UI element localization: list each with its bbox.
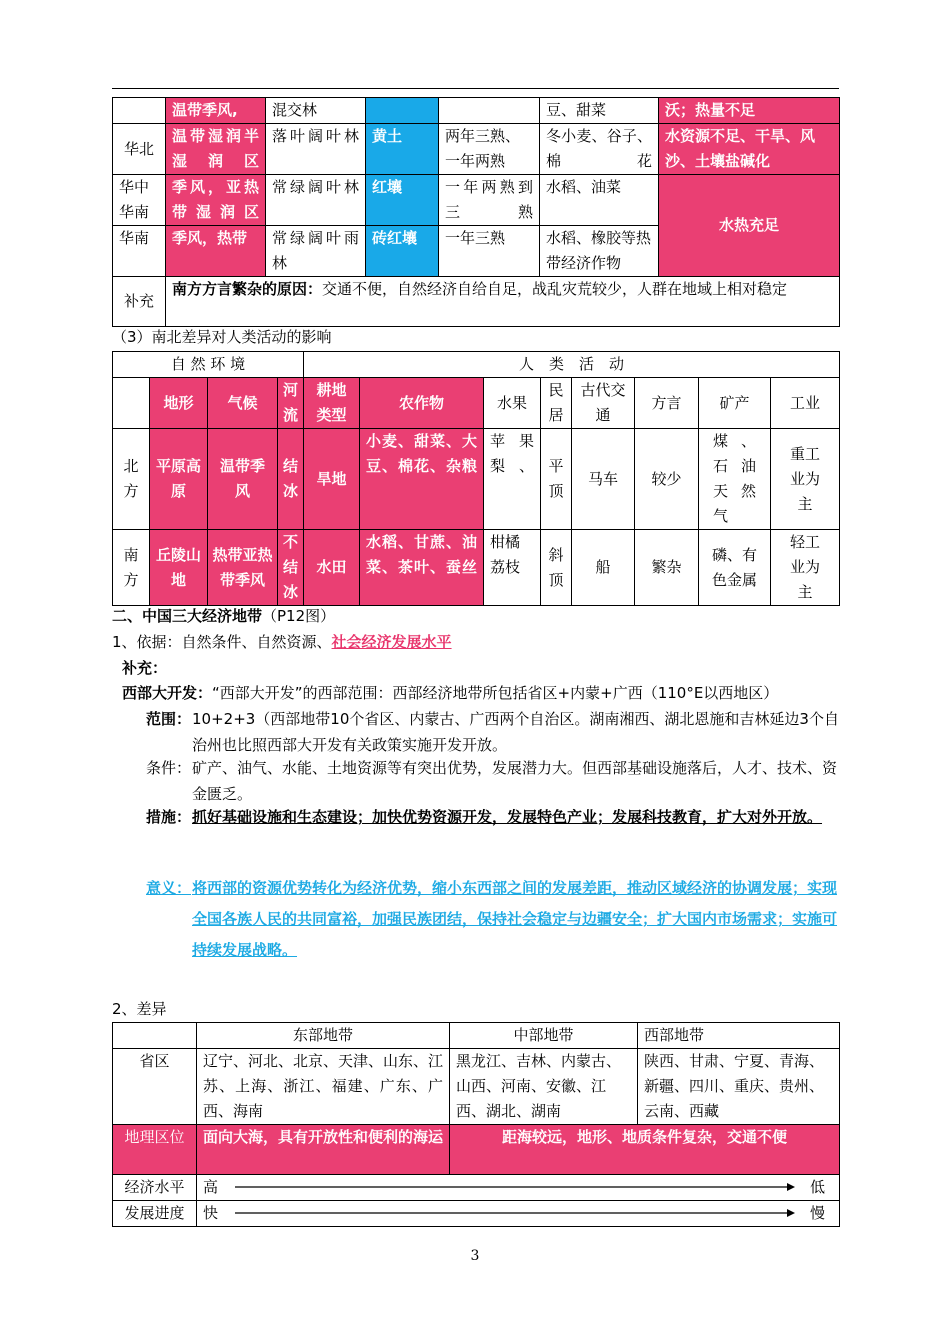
cell-soil: 红壤	[366, 175, 439, 226]
header-rule	[112, 88, 839, 89]
supplement-title: 南方方言繁杂的原因：	[172, 280, 323, 298]
cell	[113, 378, 150, 429]
meaning-block	[146, 873, 840, 966]
south-dialect: 繁杂	[635, 530, 699, 606]
econ-label: 经济水平	[113, 1175, 197, 1201]
measure-label: 措施：	[146, 808, 192, 826]
west-label: 西部大开发：	[122, 684, 213, 702]
condition-label: 条件：	[146, 759, 192, 777]
human-header: 人 类 活 动	[304, 352, 840, 378]
condition-block	[146, 755, 840, 807]
south-housing: 斜顶	[541, 530, 572, 606]
econ-low: 低	[809, 1178, 825, 1196]
cell	[113, 98, 166, 124]
diff-heading: 2、差异	[112, 1000, 167, 1018]
col-east: 东部地带	[197, 1023, 450, 1049]
north-land: 旱地	[304, 429, 360, 530]
cell-crops: 冬小麦、谷子、棉花	[540, 124, 659, 175]
south-river: 不结冰	[278, 530, 304, 606]
dev-slow: 慢	[809, 1204, 825, 1222]
north-housing: 平顶	[541, 429, 572, 530]
cell-farming	[439, 98, 540, 124]
cell-vegetation: 混交林	[266, 98, 366, 124]
col-central: 中部地带	[450, 1023, 638, 1049]
col-river: 河流	[278, 378, 304, 429]
south-transport: 船	[572, 530, 635, 606]
col-terrain: 地形	[150, 378, 208, 429]
econ-arrow-row	[203, 1175, 833, 1200]
cell-supplement-label: 补充	[113, 277, 166, 327]
econ-high: 高	[203, 1178, 219, 1196]
scope-block	[146, 706, 840, 758]
cell-supplement	[166, 277, 840, 327]
dev-fast: 快	[203, 1204, 219, 1222]
north-crops: 小麦、甜菜、大豆、棉花、杂粮	[360, 429, 484, 530]
scope-label: 范围：	[146, 710, 192, 728]
north-terrain: 平原高原	[150, 429, 208, 530]
col-dialect: 方言	[635, 378, 699, 429]
cell-crops: 豆、甜菜	[540, 98, 659, 124]
col-west: 西部地带	[638, 1023, 840, 1049]
cell-vegetation: 常绿阔叶林	[266, 175, 366, 226]
basis-prefix: 1、依据：自然条件、自然资源、	[112, 633, 332, 651]
page-number: 3	[470, 1248, 480, 1264]
cell-farming: 两年三熟、一年两熟	[439, 124, 540, 175]
section2-title-ref: （P12图）	[262, 607, 336, 625]
row-north-label: 北方	[113, 429, 150, 530]
north-dialect: 较少	[635, 429, 699, 530]
measure-text: 抓好基础设施和生态建设；加快优势资源开发，发展特色产业；发展科技教育，扩大对外开放。	[192, 808, 823, 826]
south-land: 水田	[304, 530, 360, 606]
col-industry: 工业	[771, 378, 840, 429]
measure-block	[146, 804, 840, 830]
west-provinces: 陕西、甘肃、宁夏、青海、新疆、四川、重庆、贵州、云南、西藏	[638, 1049, 840, 1125]
loc-label: 地理区位	[113, 1125, 197, 1175]
basis-line	[112, 630, 452, 654]
col-land: 耕地类型	[304, 378, 360, 429]
west-line	[122, 681, 778, 705]
cell-climate: 季风，热带	[166, 226, 266, 277]
cell-crops: 水稻、橡胶等热带经济作物	[540, 226, 659, 277]
other-location: 距海较远，地形、地质条件复杂，交通不便	[450, 1125, 840, 1175]
cell-vegetation: 常绿阔叶雨林	[266, 226, 366, 277]
cell-feature: 水热充足	[659, 175, 840, 277]
cell-crops: 水稻、油菜	[540, 175, 659, 226]
meaning-label: 意义：	[146, 879, 192, 897]
basis-highlight: 社会经济发展水平	[331, 633, 452, 651]
section3-heading: （3）南北差异对人类活动的影响	[112, 328, 332, 346]
econ-arrow	[235, 1181, 795, 1193]
south-fruit: 柑橘荔枝	[484, 530, 541, 606]
col-transport: 古代交通	[572, 378, 635, 429]
east-provinces: 辽宁、河北、北京、天津、山东、江苏、上海、浙江、福建、广东、广西、海南	[197, 1049, 450, 1125]
cell	[113, 1023, 197, 1049]
south-industry: 轻工业为主	[771, 530, 840, 606]
west-text: “西部大开发”的西部范围：西部经济地带所包括省区+内蒙+广西（110°E以西地区）	[212, 684, 779, 702]
supplement-label: 补充：	[122, 659, 168, 677]
meaning-text: 将西部的资源优势转化为经济优势，缩小东西部之间的发展差距，推动区域经济的协调发展；实现全国各族人民的共同富裕，加强民族团结，保持社会稳定与边疆安全；扩大国内市场需求；实施可持续发展战略。	[192, 879, 838, 959]
col-minerals: 矿产	[699, 378, 771, 429]
cell-farming: 一年两熟到三熟	[439, 175, 540, 226]
cell-soil: 砖红壤	[366, 226, 439, 277]
cell-climate: 温带湿润半湿润区	[166, 124, 266, 175]
north-river: 结冰	[278, 429, 304, 530]
east-location: 面向大海，具有开放性和便利的海运	[197, 1125, 450, 1175]
section2-title-bold: 二、中国三大经济地带	[112, 607, 263, 625]
north-south-table	[112, 351, 840, 606]
cell-climate: 季风，亚热带湿润区	[166, 175, 266, 226]
dev-arrow-row	[203, 1201, 833, 1226]
economic-zones-table	[112, 1022, 840, 1227]
cell-climate: 温带季风,	[166, 98, 266, 124]
cell-soil: 黄土	[366, 124, 439, 175]
cell-region: 华中华南	[113, 175, 166, 226]
south-climate: 热带亚热带季风	[208, 530, 278, 606]
north-industry: 重工业为主	[771, 429, 840, 530]
natural-header: 自 然 环 境	[113, 352, 304, 378]
col-fruit: 水果	[484, 378, 541, 429]
econ-cell	[197, 1175, 840, 1201]
condition-text: 矿产、油气、水能、土地资源等有突出优势，发展潜力大。但西部基础设施落后，人才、技术、资金匮乏。	[192, 759, 838, 803]
col-housing: 民居	[541, 378, 572, 429]
north-transport: 马车	[572, 429, 635, 530]
cell-feature: 沃；热量不足	[659, 98, 840, 124]
cell-vegetation: 落叶阔叶林	[266, 124, 366, 175]
scope-text: 10+2+3（西部地带10个省区、内蒙古、广西两个自治区。湖南湘西、湖北恩施和吉林延边3个自治州也比照西部大开发有关政策实施开发开放。	[192, 710, 839, 754]
south-minerals: 磷、有色金属	[699, 530, 771, 606]
north-minerals: 煤、石油天然气	[699, 429, 771, 530]
cell-region: 华南	[113, 226, 166, 277]
dev-cell	[197, 1201, 840, 1227]
cell-farming: 一年三熟	[439, 226, 540, 277]
dev-arrow	[235, 1207, 795, 1219]
row-south-label: 南方	[113, 530, 150, 606]
prov-label: 省区	[113, 1049, 197, 1125]
cell-soil	[366, 98, 439, 124]
col-climate: 气候	[208, 378, 278, 429]
cell-region: 华北	[113, 124, 166, 175]
cell-feature: 水资源不足、干旱、风沙、土壤盐碱化	[659, 124, 840, 175]
south-crops: 水稻、甘蔗、油菜、茶叶、蚕丝	[360, 530, 484, 606]
section2-title	[112, 604, 335, 628]
north-fruit: 苹果梨、	[484, 429, 541, 530]
col-crops: 农作物	[360, 378, 484, 429]
supplement-text: 交通不便，自然经济自给自足，战乱灾荒较少，人群在地域上相对稳定	[322, 280, 788, 298]
regional-table	[112, 97, 840, 327]
central-provinces: 黑龙江、吉林、内蒙古、山西、河南、安徽、江西、湖北、湖南	[450, 1049, 638, 1125]
north-climate: 温带季风	[208, 429, 278, 530]
south-terrain: 丘陵山地	[150, 530, 208, 606]
dev-label: 发展进度	[113, 1201, 197, 1227]
